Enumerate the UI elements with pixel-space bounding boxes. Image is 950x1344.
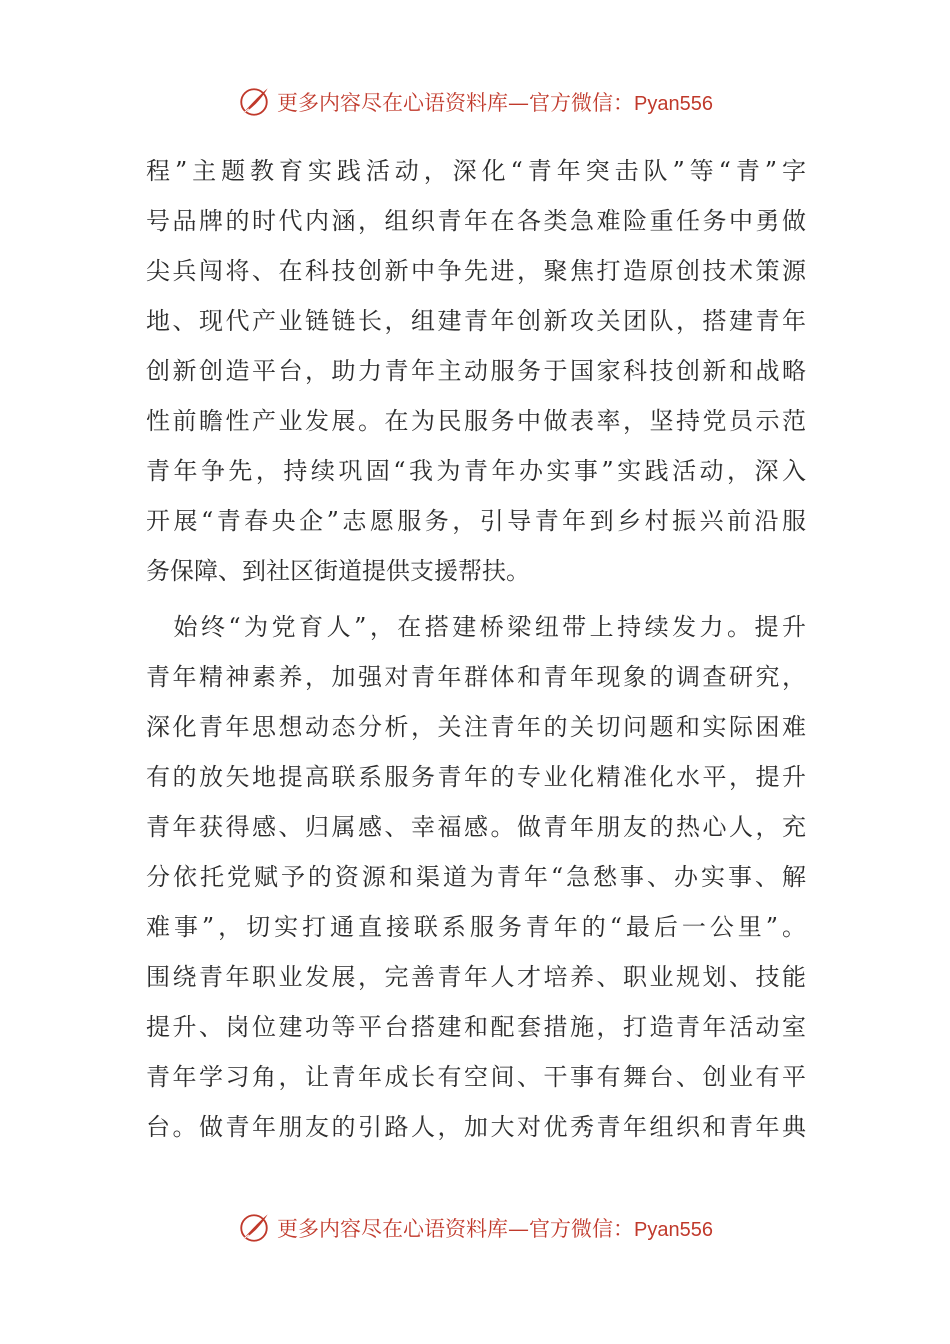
text-line: 深化青年思想动态分析，关注青年的关切问题和实际困难 (146, 713, 806, 741)
text-line: 青年争先，持续巩固“我为青年办实事”实践活动，深入 (146, 457, 806, 485)
header-watermark (0, 82, 950, 122)
text-line: 提升、岗位建功等平台搭建和配套措施，打造青年活动室 (146, 1013, 806, 1041)
paragraph-1 (146, 146, 806, 596)
footer-watermark (0, 1208, 950, 1248)
text-line: 青年精神素养，加强对青年群体和青年现象的调查研究， (146, 663, 806, 691)
paragraph-2 (146, 602, 806, 1152)
text-line: 围绕青年职业发展，完善青年人才培养、职业规划、技能 (146, 963, 806, 991)
text-line: 程”主题教育实践活动，深化“青年突击队”等“青”字 (146, 157, 806, 185)
document-body (146, 146, 806, 1152)
watermark-text: 更多内容尽在心语资料库—官方微信：Pyan556 (277, 1217, 713, 1241)
text-line: 号品牌的时代内涵，组织青年在各类急难险重任务中勇做 (146, 207, 806, 235)
text-line: 始终“为党育人”，在搭建桥梁纽带上持续发力。提升 (146, 613, 806, 641)
wechat-id: Pyan556 (634, 1219, 713, 1241)
text-line: 台。做青年朋友的引路人，加大对优秀青年组织和青年典 (146, 1113, 806, 1141)
text-line: 有的放矢地提高联系服务青年的专业化精准化水平，提升 (146, 763, 806, 791)
text-line: 地、现代产业链链长，组建青年创新攻关团队，搭建青年 (146, 307, 806, 335)
text-line: 青年学习角，让青年成长有空间、干事有舞台、创业有平 (146, 1063, 806, 1091)
text-line: 青年获得感、归属感、幸福感。做青年朋友的热心人，充 (146, 813, 806, 841)
text-line: 分依托党赋予的资源和渠道为青年“急愁事、办实事、解 (146, 863, 806, 891)
wechat-id: Pyan556 (634, 93, 713, 115)
text-line: 难事”，切实打通直接联系服务青年的“最后一公里”。 (146, 913, 806, 941)
quill-pen-logo-icon (237, 85, 271, 119)
text-line: 尖兵闯将、在科技创新中争先进，聚焦打造原创技术策源 (146, 257, 806, 285)
text-line: 创新创造平台，助力青年主动服务于国家科技创新和战略 (146, 357, 806, 385)
watermark-text: 更多内容尽在心语资料库—官方微信：Pyan556 (277, 91, 713, 115)
quill-pen-logo-icon (237, 1211, 271, 1245)
text-line: 务保障、到社区街道提供支援帮扶。 (146, 557, 530, 585)
text-line: 性前瞻性产业发展。在为民服务中做表率，坚持党员示范 (146, 407, 806, 435)
text-line: 开展“青春央企”志愿服务，引导青年到乡村振兴前沿服 (146, 507, 806, 535)
